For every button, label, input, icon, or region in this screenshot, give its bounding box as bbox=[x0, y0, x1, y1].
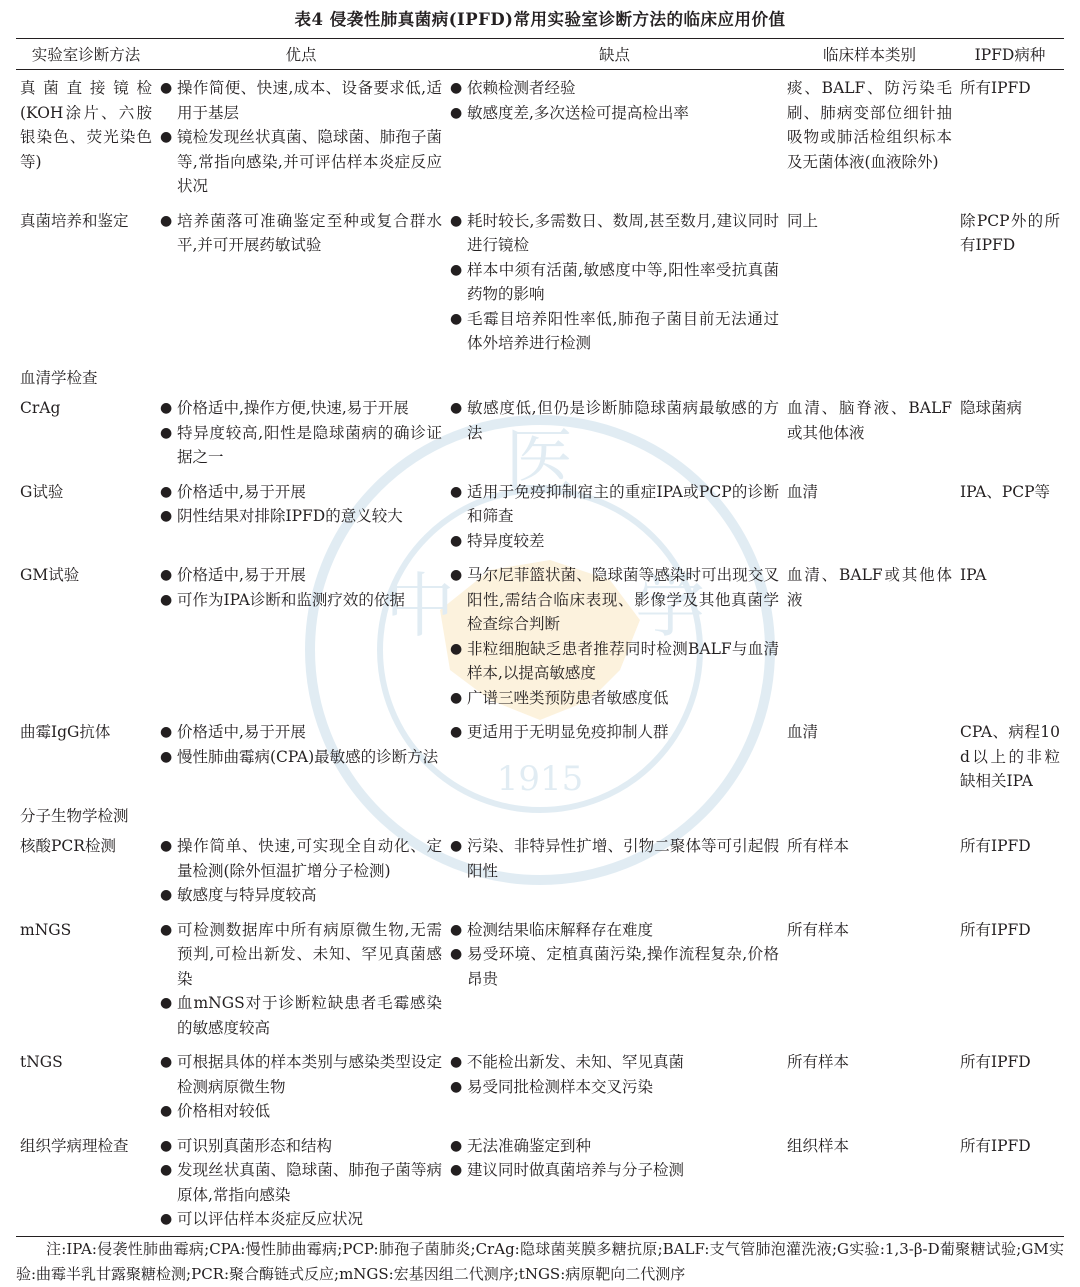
pros-list bbox=[160, 1050, 442, 1124]
cons-cell bbox=[446, 474, 783, 558]
cons-cell bbox=[446, 714, 783, 798]
cons-cell bbox=[446, 912, 783, 1045]
table-row bbox=[16, 912, 1064, 1045]
cons-cell bbox=[446, 828, 783, 912]
table-body bbox=[16, 70, 1064, 1237]
cons-item: ● 污染、非特异性扩增、引物二聚体等可引起假阳性 bbox=[450, 834, 779, 883]
sample-cell: 所有样本 bbox=[787, 920, 850, 939]
cons-item: ● 检测结果临床解释存在难度 bbox=[450, 918, 779, 943]
pros-item: ● 操作简单、快速,可实现全自动化、定量检测(除外恒温扩增分子检测) bbox=[160, 834, 442, 883]
svg-text:医: 医 bbox=[505, 420, 575, 502]
pros-cell bbox=[156, 912, 446, 1045]
cons-item: ● 不能检出新发、未知、罕见真菌 bbox=[450, 1050, 779, 1075]
pros-item: ● 特异度较高,阳性是隐球菌病的确诊证据之一 bbox=[160, 421, 442, 470]
pros-item: ● 发现丝状真菌、隐球菌、肺孢子菌等病原体,常指向感染 bbox=[160, 1158, 442, 1207]
disease-cell: 隐球菌病 bbox=[960, 399, 1023, 417]
cons-item: ● 建议同时做真菌培养与分子检测 bbox=[450, 1158, 779, 1183]
cons-item: ● 敏感度差,多次送检可提高检出率 bbox=[450, 101, 779, 126]
cons-cell bbox=[446, 1128, 783, 1237]
svg-text:中: 中 bbox=[385, 565, 455, 647]
svg-text:学: 学 bbox=[635, 565, 705, 647]
pros-cell bbox=[156, 390, 446, 474]
header-cons: 缺点 bbox=[446, 39, 783, 70]
sample-cell: 血清、脑脊液、BALF或其他体液 bbox=[787, 399, 952, 442]
header-method: 实验室诊断方法 bbox=[16, 39, 156, 70]
cons-item: ● 广谱三唑类预防患者敏感度低 bbox=[450, 686, 779, 711]
disease-cell: IPA、PCP等 bbox=[960, 482, 1051, 501]
cons-cell bbox=[446, 557, 783, 714]
pros-item: ● 价格适中,易于开展 bbox=[160, 480, 442, 505]
section-row bbox=[16, 798, 1064, 829]
pros-item: ● 可以评估样本炎症反应状况 bbox=[160, 1207, 442, 1232]
cons-item: ● 易受环境、定植真菌污染,操作流程复杂,价格昂贵 bbox=[450, 942, 779, 991]
pros-item: ● 价格适中,操作方便,快速,易于开展 bbox=[160, 396, 442, 421]
sample-cell: 血清 bbox=[787, 482, 819, 501]
section-row bbox=[16, 360, 1064, 391]
sample-cell: 血清 bbox=[787, 723, 819, 741]
disease-cell: IPA bbox=[960, 566, 987, 584]
table-row bbox=[16, 714, 1064, 798]
pros-cell bbox=[156, 474, 446, 558]
pros-list bbox=[160, 76, 442, 199]
pros-item: ● 可作为IPA诊断和监测疗效的依据 bbox=[160, 588, 442, 613]
sample-cell: 血清、BALF或其他体液 bbox=[787, 566, 952, 609]
cons-cell bbox=[446, 203, 783, 360]
cons-item: ● 耗时较长,多需数日、数周,甚至数月,建议同时进行镜检 bbox=[450, 209, 779, 258]
cons-item: ● 更适用于无明显免疫抑制人群 bbox=[450, 720, 779, 745]
cons-item: ● 依赖检测者经验 bbox=[450, 76, 779, 101]
method-cell: 真菌直接镜检(KOH涂片、六胺银染色、荧光染色等) bbox=[20, 79, 152, 171]
table-row bbox=[16, 828, 1064, 912]
cons-list bbox=[450, 76, 779, 125]
pros-cell bbox=[156, 1128, 446, 1237]
header-disease: IPFD病种 bbox=[956, 39, 1064, 70]
cons-list bbox=[450, 480, 779, 554]
cons-list bbox=[450, 209, 779, 356]
disease-cell: 所有IPFD bbox=[960, 837, 1031, 855]
cons-list bbox=[450, 918, 779, 992]
table-row bbox=[16, 1044, 1064, 1128]
table-row bbox=[16, 390, 1064, 474]
cons-list bbox=[450, 834, 779, 883]
pros-list bbox=[160, 1134, 442, 1232]
method-cell: 真菌培养和鉴定 bbox=[20, 211, 129, 230]
disease-cell: 所有IPFD bbox=[960, 1053, 1031, 1071]
cons-item: ● 敏感度低,但仍是诊断肺隐球菌病最敏感的方法 bbox=[450, 396, 779, 445]
cons-item: ● 适用于免疫抑制宿主的重症IPA或PCP的诊断和筛查 bbox=[450, 480, 779, 529]
pros-list bbox=[160, 834, 442, 908]
pros-cell bbox=[156, 70, 446, 203]
table-header-row bbox=[16, 39, 1064, 70]
pros-item: ● 镜检发现丝状真菌、隐球菌、肺孢子菌等,常指向感染,并可评估样本炎症反应状况 bbox=[160, 125, 442, 199]
cons-item: ● 马尔尼菲篮状菌、隐球菌等感染时可出现交叉阳性,需结合临床表现、影像学及其他真菌学检查综合判断 bbox=[450, 563, 779, 637]
pros-cell bbox=[156, 557, 446, 714]
cons-cell bbox=[446, 1044, 783, 1128]
method-cell: G试验 bbox=[20, 482, 64, 501]
cons-item: ● 毛霉目培养阳性率低,肺孢子菌目前无法通过体外培养进行检测 bbox=[450, 307, 779, 356]
pros-item: ● 价格适中,易于开展 bbox=[160, 720, 442, 745]
pros-cell bbox=[156, 1044, 446, 1128]
pros-cell bbox=[156, 828, 446, 912]
table-row bbox=[16, 1128, 1064, 1237]
method-cell: 组织学病理检查 bbox=[16, 1128, 156, 1237]
disease-cell: 除PCP外的所有IPFD bbox=[960, 211, 1060, 254]
disease-cell: 所有IPFD bbox=[956, 1128, 1064, 1237]
pros-item: ● 阴性结果对排除IPFD的意义较大 bbox=[160, 504, 442, 529]
cons-list bbox=[450, 1134, 779, 1183]
section-label: 分子生物学检测 bbox=[20, 806, 129, 825]
cons-list bbox=[450, 1050, 779, 1099]
method-cell: tNGS bbox=[20, 1053, 63, 1071]
sample-cell: 所有样本 bbox=[787, 837, 850, 855]
pros-item: ● 敏感度与特异度较高 bbox=[160, 883, 442, 908]
disease-cell: 所有IPFD bbox=[960, 79, 1031, 97]
pros-list bbox=[160, 720, 442, 769]
method-cell: mNGS bbox=[20, 920, 72, 939]
header-pros: 优点 bbox=[156, 39, 446, 70]
table-title: 表4 侵袭性肺真菌病(IPFD)常用实验室诊断方法的临床应用价值 bbox=[294, 10, 786, 29]
cons-item: ● 无法准确鉴定到种 bbox=[450, 1134, 779, 1159]
pros-item: ● 价格相对较低 bbox=[160, 1099, 442, 1124]
disease-cell: CPA、病程10 d以上的非粒缺相关IPA bbox=[960, 723, 1060, 790]
pros-list bbox=[160, 480, 442, 529]
pros-cell bbox=[156, 714, 446, 798]
pros-item: ● 可识别真菌形态和结构 bbox=[160, 1134, 442, 1159]
sample-cell: 所有样本 bbox=[787, 1053, 850, 1071]
cons-item: ● 非粒细胞缺乏患者推荐同时检测BALF与血清样本,以提高敏感度 bbox=[450, 637, 779, 686]
cons-cell bbox=[446, 70, 783, 203]
sample-cell: 组织样本 bbox=[783, 1128, 956, 1237]
pros-item: ● 培养菌落可准确鉴定至种或复合群水平,并可开展药敏试验 bbox=[160, 209, 442, 258]
sample-cell: 痰、BALF、防污染毛刷、肺病变部位细针抽吸物或肺活检组织标本及无菌体液(血液除外) bbox=[787, 79, 952, 171]
pros-item: ● 可检测数据库中所有病原微生物,无需预判,可检出新发、未知、罕见真菌感染 bbox=[160, 918, 442, 992]
pros-list bbox=[160, 209, 442, 258]
table-row bbox=[16, 203, 1064, 360]
pros-list bbox=[160, 918, 442, 1041]
diagnosis-table bbox=[16, 38, 1064, 1237]
method-cell: 曲霉IgG抗体 bbox=[20, 723, 111, 741]
pros-cell bbox=[156, 203, 446, 360]
table-note: 注:IPA:侵袭性肺曲霉病;CPA:慢性肺曲霉病;PCP:肺孢子菌肺炎;CrAg:隐球菌荚膜多糖抗原;BALF:支气管肺泡灌洗液;G实验:1,3-β-D葡聚糖试验;GM实验:曲霉半乳甘露聚糖检测;PCR:聚合酶链式反应;mNGS:宏基因组二代测序;tNGS:病原靶向二代测序 bbox=[16, 1240, 1064, 1283]
cons-item: ● 特异度较差 bbox=[450, 529, 779, 554]
table-row bbox=[16, 70, 1064, 203]
cons-cell bbox=[446, 390, 783, 474]
disease-cell: 所有IPFD bbox=[960, 920, 1031, 939]
svg-text:1915: 1915 bbox=[496, 759, 584, 799]
pros-list bbox=[160, 563, 442, 612]
sample-cell: 同上 bbox=[787, 211, 819, 230]
pros-item: ● 血mNGS对于诊断粒缺患者毛霉感染的敏感度较高 bbox=[160, 991, 442, 1040]
cons-item: ● 易受同批检测样本交叉污染 bbox=[450, 1075, 779, 1100]
method-cell: GM试验 bbox=[20, 566, 80, 584]
section-label: 血清学检查 bbox=[20, 368, 98, 387]
table-row bbox=[16, 474, 1064, 558]
method-cell: CrAg bbox=[20, 399, 61, 417]
table-row bbox=[16, 557, 1064, 714]
header-sample: 临床样本类别 bbox=[783, 39, 956, 70]
cons-list bbox=[450, 720, 779, 745]
method-cell: 核酸PCR检测 bbox=[20, 837, 116, 855]
pros-item: ● 操作简便、快速,成本、设备要求低,适用于基层 bbox=[160, 76, 442, 125]
cons-list bbox=[450, 396, 779, 445]
pros-item: ● 慢性肺曲霉病(CPA)最敏感的诊断方法 bbox=[160, 745, 442, 770]
pros-list bbox=[160, 396, 442, 470]
pros-item: ● 可根据具体的样本类别与感染类型设定检测病原微生物 bbox=[160, 1050, 442, 1099]
cons-item: ● 样本中须有活菌,敏感度中等,阳性率受抗真菌药物的影响 bbox=[450, 258, 779, 307]
cons-list bbox=[450, 563, 779, 710]
pros-item: ● 价格适中,易于开展 bbox=[160, 563, 442, 588]
